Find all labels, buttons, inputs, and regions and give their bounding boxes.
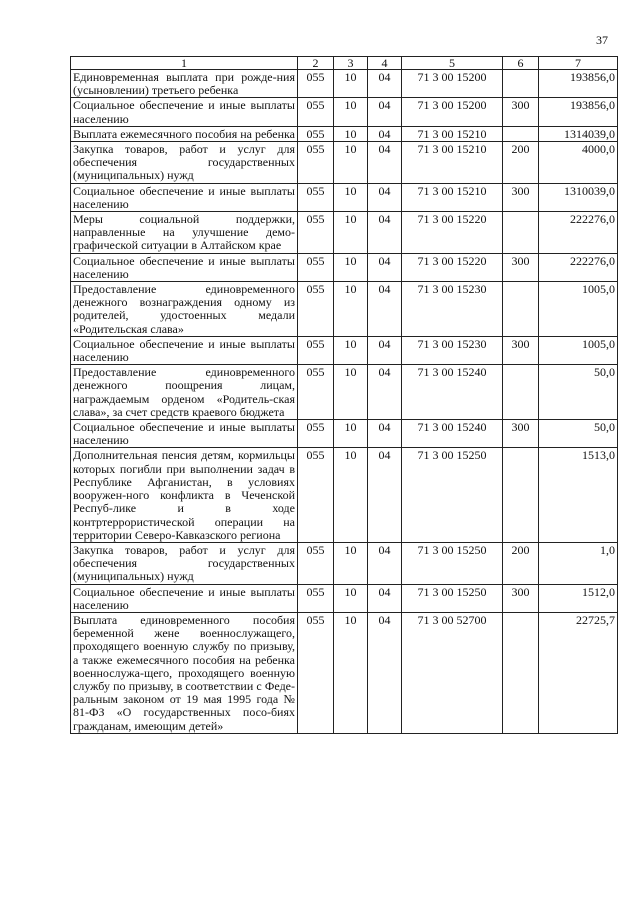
row-name-cell: Социальное обеспечение и иные выплаты населению <box>71 183 298 211</box>
row-admin-code-cell: 055 <box>298 126 334 141</box>
row-section-cell: 10 <box>334 70 368 98</box>
row-section-cell: 10 <box>334 448 368 542</box>
row-expense-type-cell: 200 <box>503 142 539 184</box>
row-expense-type-cell <box>503 448 539 542</box>
row-amount-cell: 4000,0 <box>539 142 618 184</box>
row-section-cell: 10 <box>334 98 368 126</box>
row-name-cell: Предоставление единовременного денежного поощрения лицам, награждаемым орденом «Родитель-ская слава», за счет средств краевого бюджета <box>71 365 298 420</box>
row-amount-cell: 193856,0 <box>539 70 618 98</box>
row-admin-code-cell: 055 <box>298 420 334 448</box>
row-section-cell: 10 <box>334 542 368 584</box>
row-name-cell: Предоставление единовременного денежного вознаграждения одному из родителей, удостоенных медали «Родительская слава» <box>71 282 298 337</box>
row-amount-cell: 22725,7 <box>539 612 618 733</box>
row-section-cell: 10 <box>334 584 368 612</box>
row-subsection-cell: 04 <box>368 612 402 733</box>
row-article-cell: 71 3 00 52700 <box>402 612 503 733</box>
row-expense-type-cell <box>503 212 539 254</box>
row-admin-code-cell: 055 <box>298 183 334 211</box>
row-subsection-cell: 04 <box>368 336 402 364</box>
row-admin-code-cell: 055 <box>298 448 334 542</box>
table-row <box>71 70 618 98</box>
row-admin-code-cell: 055 <box>298 253 334 281</box>
row-section-cell: 10 <box>334 336 368 364</box>
row-article-cell: 71 3 00 15200 <box>402 98 503 126</box>
row-subsection-cell: 04 <box>368 448 402 542</box>
row-section-cell: 10 <box>334 612 368 733</box>
row-amount-cell: 1,0 <box>539 542 618 584</box>
row-amount-cell: 222276,0 <box>539 212 618 254</box>
table-row <box>71 584 618 612</box>
row-amount-cell: 50,0 <box>539 365 618 420</box>
table-row <box>71 98 618 126</box>
row-name-cell: Выплата ежемесячного пособия на ребенка <box>71 126 298 141</box>
table-row <box>71 365 618 420</box>
row-name-cell: Социальное обеспечение и иные выплаты населению <box>71 253 298 281</box>
row-section-cell: 10 <box>334 142 368 184</box>
row-section-cell: 10 <box>334 212 368 254</box>
row-name-cell: Социальное обеспечение и иные выплаты населению <box>71 98 298 126</box>
row-admin-code-cell: 055 <box>298 542 334 584</box>
row-amount-cell: 222276,0 <box>539 253 618 281</box>
row-subsection-cell: 04 <box>368 542 402 584</box>
row-amount-cell: 1005,0 <box>539 336 618 364</box>
row-subsection-cell: 04 <box>368 420 402 448</box>
table-header-row <box>71 57 618 70</box>
row-amount-cell: 1310039,0 <box>539 183 618 211</box>
row-admin-code-cell: 055 <box>298 142 334 184</box>
table-row <box>71 336 618 364</box>
row-name-cell: Меры социальной поддержки, направленные на улучшение демо-графической ситуации в Алтайском крае <box>71 212 298 254</box>
row-name-cell: Социальное обеспечение и иные выплаты населению <box>71 420 298 448</box>
row-admin-code-cell: 055 <box>298 98 334 126</box>
column-header-7: 7 <box>539 57 618 70</box>
row-expense-type-cell <box>503 282 539 337</box>
row-article-cell: 71 3 00 15220 <box>402 212 503 254</box>
row-subsection-cell: 04 <box>368 253 402 281</box>
row-admin-code-cell: 055 <box>298 612 334 733</box>
row-subsection-cell: 04 <box>368 365 402 420</box>
row-section-cell: 10 <box>334 365 368 420</box>
row-expense-type-cell: 300 <box>503 584 539 612</box>
column-header-2: 2 <box>298 57 334 70</box>
row-admin-code-cell: 055 <box>298 365 334 420</box>
row-article-cell: 71 3 00 15240 <box>402 420 503 448</box>
row-expense-type-cell <box>503 126 539 141</box>
row-subsection-cell: 04 <box>368 126 402 141</box>
row-expense-type-cell: 300 <box>503 183 539 211</box>
row-amount-cell: 50,0 <box>539 420 618 448</box>
row-section-cell: 10 <box>334 253 368 281</box>
row-expense-type-cell: 300 <box>503 336 539 364</box>
row-subsection-cell: 04 <box>368 212 402 254</box>
row-article-cell: 71 3 00 15250 <box>402 584 503 612</box>
column-header-5: 5 <box>402 57 503 70</box>
row-subsection-cell: 04 <box>368 584 402 612</box>
table-row <box>71 282 618 337</box>
row-name-cell: Единовременная выплата при рожде-ния (усыновлении) третьего ребенка <box>71 70 298 98</box>
row-article-cell: 71 3 00 15250 <box>402 542 503 584</box>
row-article-cell: 71 3 00 15210 <box>402 126 503 141</box>
row-amount-cell: 1314039,0 <box>539 126 618 141</box>
row-article-cell: 71 3 00 15230 <box>402 282 503 337</box>
row-expense-type-cell: 300 <box>503 420 539 448</box>
row-admin-code-cell: 055 <box>298 336 334 364</box>
row-subsection-cell: 04 <box>368 70 402 98</box>
budget-table <box>70 56 618 734</box>
row-name-cell: Закупка товаров, работ и услуг для обеспечения государственных (муниципальных) нужд <box>71 142 298 184</box>
row-name-cell: Закупка товаров, работ и услуг для обеспечения государственных (муниципальных) нужд <box>71 542 298 584</box>
row-amount-cell: 1512,0 <box>539 584 618 612</box>
row-article-cell: 71 3 00 15210 <box>402 183 503 211</box>
row-article-cell: 71 3 00 15230 <box>402 336 503 364</box>
row-name-cell: Выплата единовременного пособия беременной жене военнослужащего, проходящего военную службу по призыву, а также ежемесячного пособия на ребенка военнослужа-щего, проходящего военную службу по призыву, в соответствии с Феде-ральным законом от 19 мая 1995 года № 81-ФЗ «О государственных посо-биях гражданам, имеющим детей» <box>71 612 298 733</box>
row-expense-type-cell: 200 <box>503 542 539 584</box>
page-number: 37 <box>596 33 608 47</box>
table-row <box>71 183 618 211</box>
row-name-cell: Социальное обеспечение и иные выплаты населению <box>71 584 298 612</box>
row-expense-type-cell <box>503 70 539 98</box>
row-expense-type-cell: 300 <box>503 253 539 281</box>
column-header-4: 4 <box>368 57 402 70</box>
row-subsection-cell: 04 <box>368 142 402 184</box>
row-section-cell: 10 <box>334 126 368 141</box>
row-admin-code-cell: 055 <box>298 282 334 337</box>
row-name-cell: Социальное обеспечение и иные выплаты населению <box>71 336 298 364</box>
row-section-cell: 10 <box>334 420 368 448</box>
row-article-cell: 71 3 00 15250 <box>402 448 503 542</box>
table-row <box>71 448 618 542</box>
row-article-cell: 71 3 00 15200 <box>402 70 503 98</box>
row-admin-code-cell: 055 <box>298 70 334 98</box>
row-expense-type-cell: 300 <box>503 98 539 126</box>
row-subsection-cell: 04 <box>368 183 402 211</box>
row-article-cell: 71 3 00 15220 <box>402 253 503 281</box>
row-name-cell: Дополнительная пенсия детям, кормильцы которых погибли при выполнении задач в Республике Афганистан, в условиях вооружен-ного конфликта в Чеченской Респуб-лике и в ходе контртеррористической операции на территории Северо-Кавказского региона <box>71 448 298 542</box>
row-expense-type-cell <box>503 365 539 420</box>
column-header-6: 6 <box>503 57 539 70</box>
row-subsection-cell: 04 <box>368 282 402 337</box>
row-section-cell: 10 <box>334 183 368 211</box>
row-expense-type-cell <box>503 612 539 733</box>
row-admin-code-cell: 055 <box>298 584 334 612</box>
row-section-cell: 10 <box>334 282 368 337</box>
table-row <box>71 253 618 281</box>
column-header-1: 1 <box>71 57 298 70</box>
row-admin-code-cell: 055 <box>298 212 334 254</box>
table-row <box>71 142 618 184</box>
table-row <box>71 612 618 733</box>
column-header-3: 3 <box>334 57 368 70</box>
row-amount-cell: 193856,0 <box>539 98 618 126</box>
table-row <box>71 212 618 254</box>
table-row <box>71 542 618 584</box>
row-article-cell: 71 3 00 15210 <box>402 142 503 184</box>
row-subsection-cell: 04 <box>368 98 402 126</box>
row-amount-cell: 1513,0 <box>539 448 618 542</box>
row-article-cell: 71 3 00 15240 <box>402 365 503 420</box>
row-amount-cell: 1005,0 <box>539 282 618 337</box>
table-row <box>71 420 618 448</box>
table-row <box>71 126 618 141</box>
